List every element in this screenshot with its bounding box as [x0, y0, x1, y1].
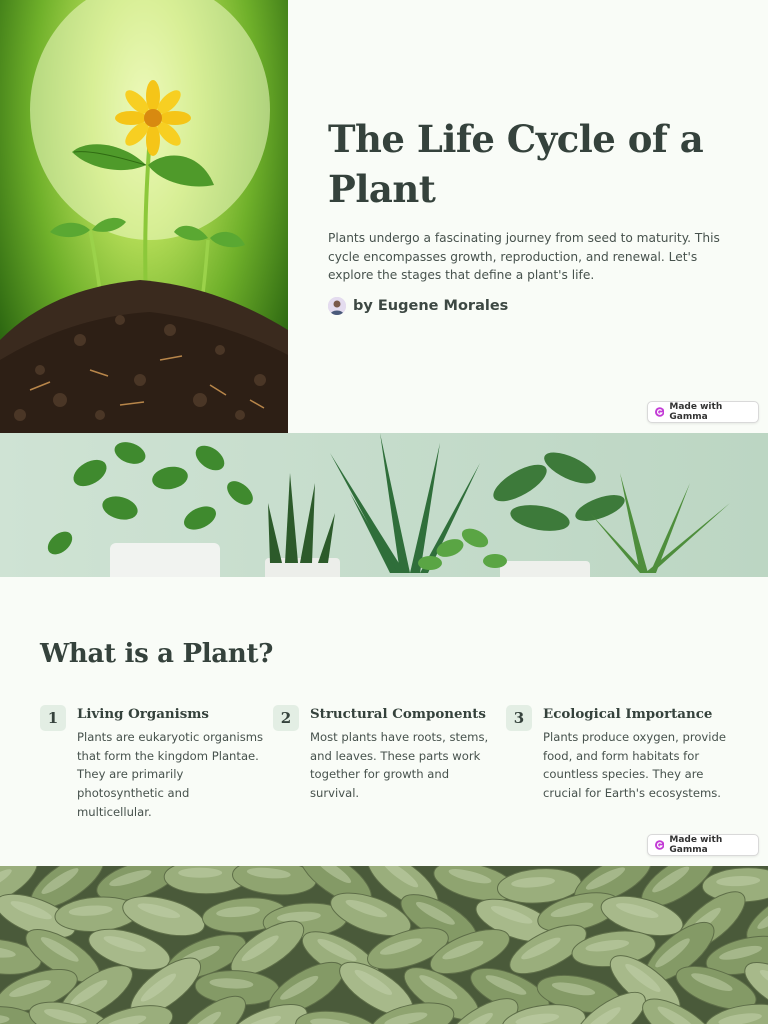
card-title: Ecological Importance [543, 706, 713, 722]
card-number: 1 [40, 705, 66, 731]
sprout-image [0, 0, 288, 433]
card-body: Plants produce oxygen, provide food, and form habitats for countless species. They are crucial for Earth's ecosystems. [543, 730, 727, 801]
page-title: The Life Cycle of a Plant [328, 117, 704, 211]
card-body: Most plants have roots, stems, and leaves. These parts work together for growth and survival. [310, 730, 489, 801]
made-with-gamma-button[interactable] [647, 401, 759, 423]
card-title: Structural Components [310, 706, 486, 722]
author-name: by Eugene Morales [353, 298, 509, 314]
card-number: 3 [506, 705, 532, 731]
what-is-a-plant-slide [0, 577, 768, 866]
badge-label: Made with Gamma [669, 402, 723, 422]
made-with-gamma-button[interactable] [647, 834, 759, 856]
gamma-logo-icon [655, 840, 664, 850]
title-slide [0, 0, 768, 433]
card-title: Living Organisms [77, 706, 209, 722]
badge-label: Made with Gamma [669, 835, 723, 855]
intro-paragraph: Plants undergo a fascinating journey from seed to maturity. This cycle encompasses growth, reproduction, and renewal. Let's explore the stages that define a plant's life. [328, 231, 720, 282]
houseplants-image [0, 433, 768, 577]
avatar [328, 297, 346, 315]
author-byline [328, 297, 508, 315]
seeds-image [0, 866, 768, 1024]
section-title: What is a Plant? [40, 639, 274, 669]
card-body: Plants are eukaryotic organisms that form the kingdom Plantae. They are primarily photosynthetic and multicellular. [77, 730, 264, 819]
gamma-logo-icon [655, 407, 664, 417]
card-number: 2 [273, 705, 299, 731]
